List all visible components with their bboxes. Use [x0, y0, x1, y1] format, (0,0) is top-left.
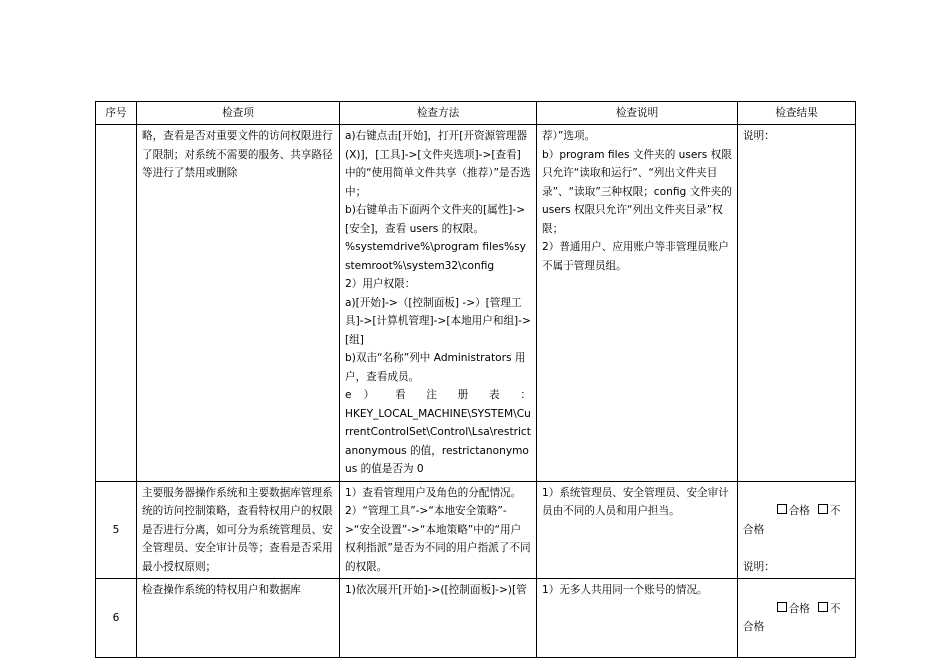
check-note	[537, 125, 738, 482]
note-line: 1）系统管理员、安全管理员、安全审计员由不同的人员和用户担当。	[542, 486, 729, 517]
row-number: 6	[96, 579, 137, 658]
header-num: 序号	[96, 102, 137, 125]
header-note: 检查说明	[537, 102, 738, 125]
table-row	[96, 579, 856, 658]
check-note	[537, 579, 738, 658]
check-result	[738, 481, 856, 579]
note-line: 荐）”选项。	[542, 130, 596, 142]
pass-option[interactable]	[777, 603, 810, 615]
inspection-table	[95, 101, 856, 658]
method-line: 2）用户权限：	[345, 278, 416, 290]
check-note	[537, 481, 738, 579]
method-line: HKEY_LOCAL_MACHINE\SYSTEM\CurrentControlSet\Control\Lsa\restrictanonymous 的值，restrictanonymous 的值是否为 0	[345, 407, 531, 475]
row-number	[96, 125, 137, 482]
header-method: 检查方法	[340, 102, 537, 125]
check-item: 检查操作系统的特权用户和数据库	[137, 579, 340, 658]
pass-option[interactable]	[777, 505, 810, 517]
result-options	[743, 484, 850, 558]
table-row	[96, 125, 856, 482]
pass-checkbox[interactable]	[777, 602, 787, 612]
method-line: e ） 看 注 册 表 ：	[345, 389, 531, 401]
check-item: 主要服务器操作系统和主要数据库管理系统的访问控制策略，查看特权用户的权限是否进行分离，如可分为系统管理员、安全管理员、安全审计员等；查看是否采用最小授权原则；	[137, 481, 340, 579]
method-line: 2）“管理工具”->“本地安全策略”->“安全设置”->“本地策略”中的“用户权利指派”是否为不同的用户指派了不同的权限。	[345, 505, 531, 573]
method-line: a)[开始]->（[控制面板] ->）[管理工具]->[计算机管理]->[本地用户和组]->[组]	[345, 296, 531, 346]
note-line: b）program files 文件夹的 users 权限只允许“读取和运行”、“列出文件夹目录”、“读取”三种权限；config 文件夹的 users 权限只允许“列出文件夹目录”权限；	[542, 148, 736, 235]
fail-checkbox[interactable]	[818, 504, 828, 514]
fail-checkbox[interactable]	[818, 602, 828, 612]
fail-label: 不合格	[743, 505, 841, 536]
result-options	[743, 581, 850, 655]
row-number: 5	[96, 481, 137, 579]
method-line: 1）查看管理用户及角色的分配情况。	[345, 486, 522, 499]
method-line: b)双击“名称”列中 Administrators 用户，查看成员。	[345, 352, 526, 383]
pass-checkbox[interactable]	[777, 504, 787, 514]
check-method	[340, 125, 537, 482]
fail-label: 不合格	[743, 602, 841, 633]
result-label: 说明：	[743, 130, 775, 142]
check-item: 略，查看是否对重要文件的访问权限进行了限制；对系统不需要的服务、共享路径等进行了禁用或删除	[137, 125, 340, 482]
note-line: 2）普通用户、应用账户等非管理员账户不属于管理员组。	[542, 241, 729, 272]
header-result: 检查结果	[738, 102, 856, 125]
check-method	[340, 481, 537, 579]
check-result	[738, 579, 856, 658]
result-label: 说明：	[743, 560, 775, 573]
method-line: 1)依次展开[开始]->([控制面板]->)[管	[345, 584, 527, 596]
table-row	[96, 481, 856, 579]
method-line: a)右键点击[开始]，打开[开资源管理器(X)]，[工具]->[文件夹选项]->[查看]中的“使用简单文件共享（推荐）”是否选中；	[345, 130, 531, 198]
method-line: b)右键单击下面两个文件夹的[属性]->[安全]，查看 users 的权限。	[345, 204, 526, 235]
table-header-row	[96, 102, 856, 125]
pass-label: 合格	[788, 602, 810, 615]
pass-label: 合格	[788, 505, 810, 517]
check-method	[340, 579, 537, 658]
method-line: %systemdrive%\program files%systemroot%\system32\config	[345, 241, 526, 272]
header-item: 检查项	[137, 102, 340, 125]
note-line: 1）无多人共用同一个账号的情况。	[542, 584, 708, 596]
check-result	[738, 125, 856, 482]
